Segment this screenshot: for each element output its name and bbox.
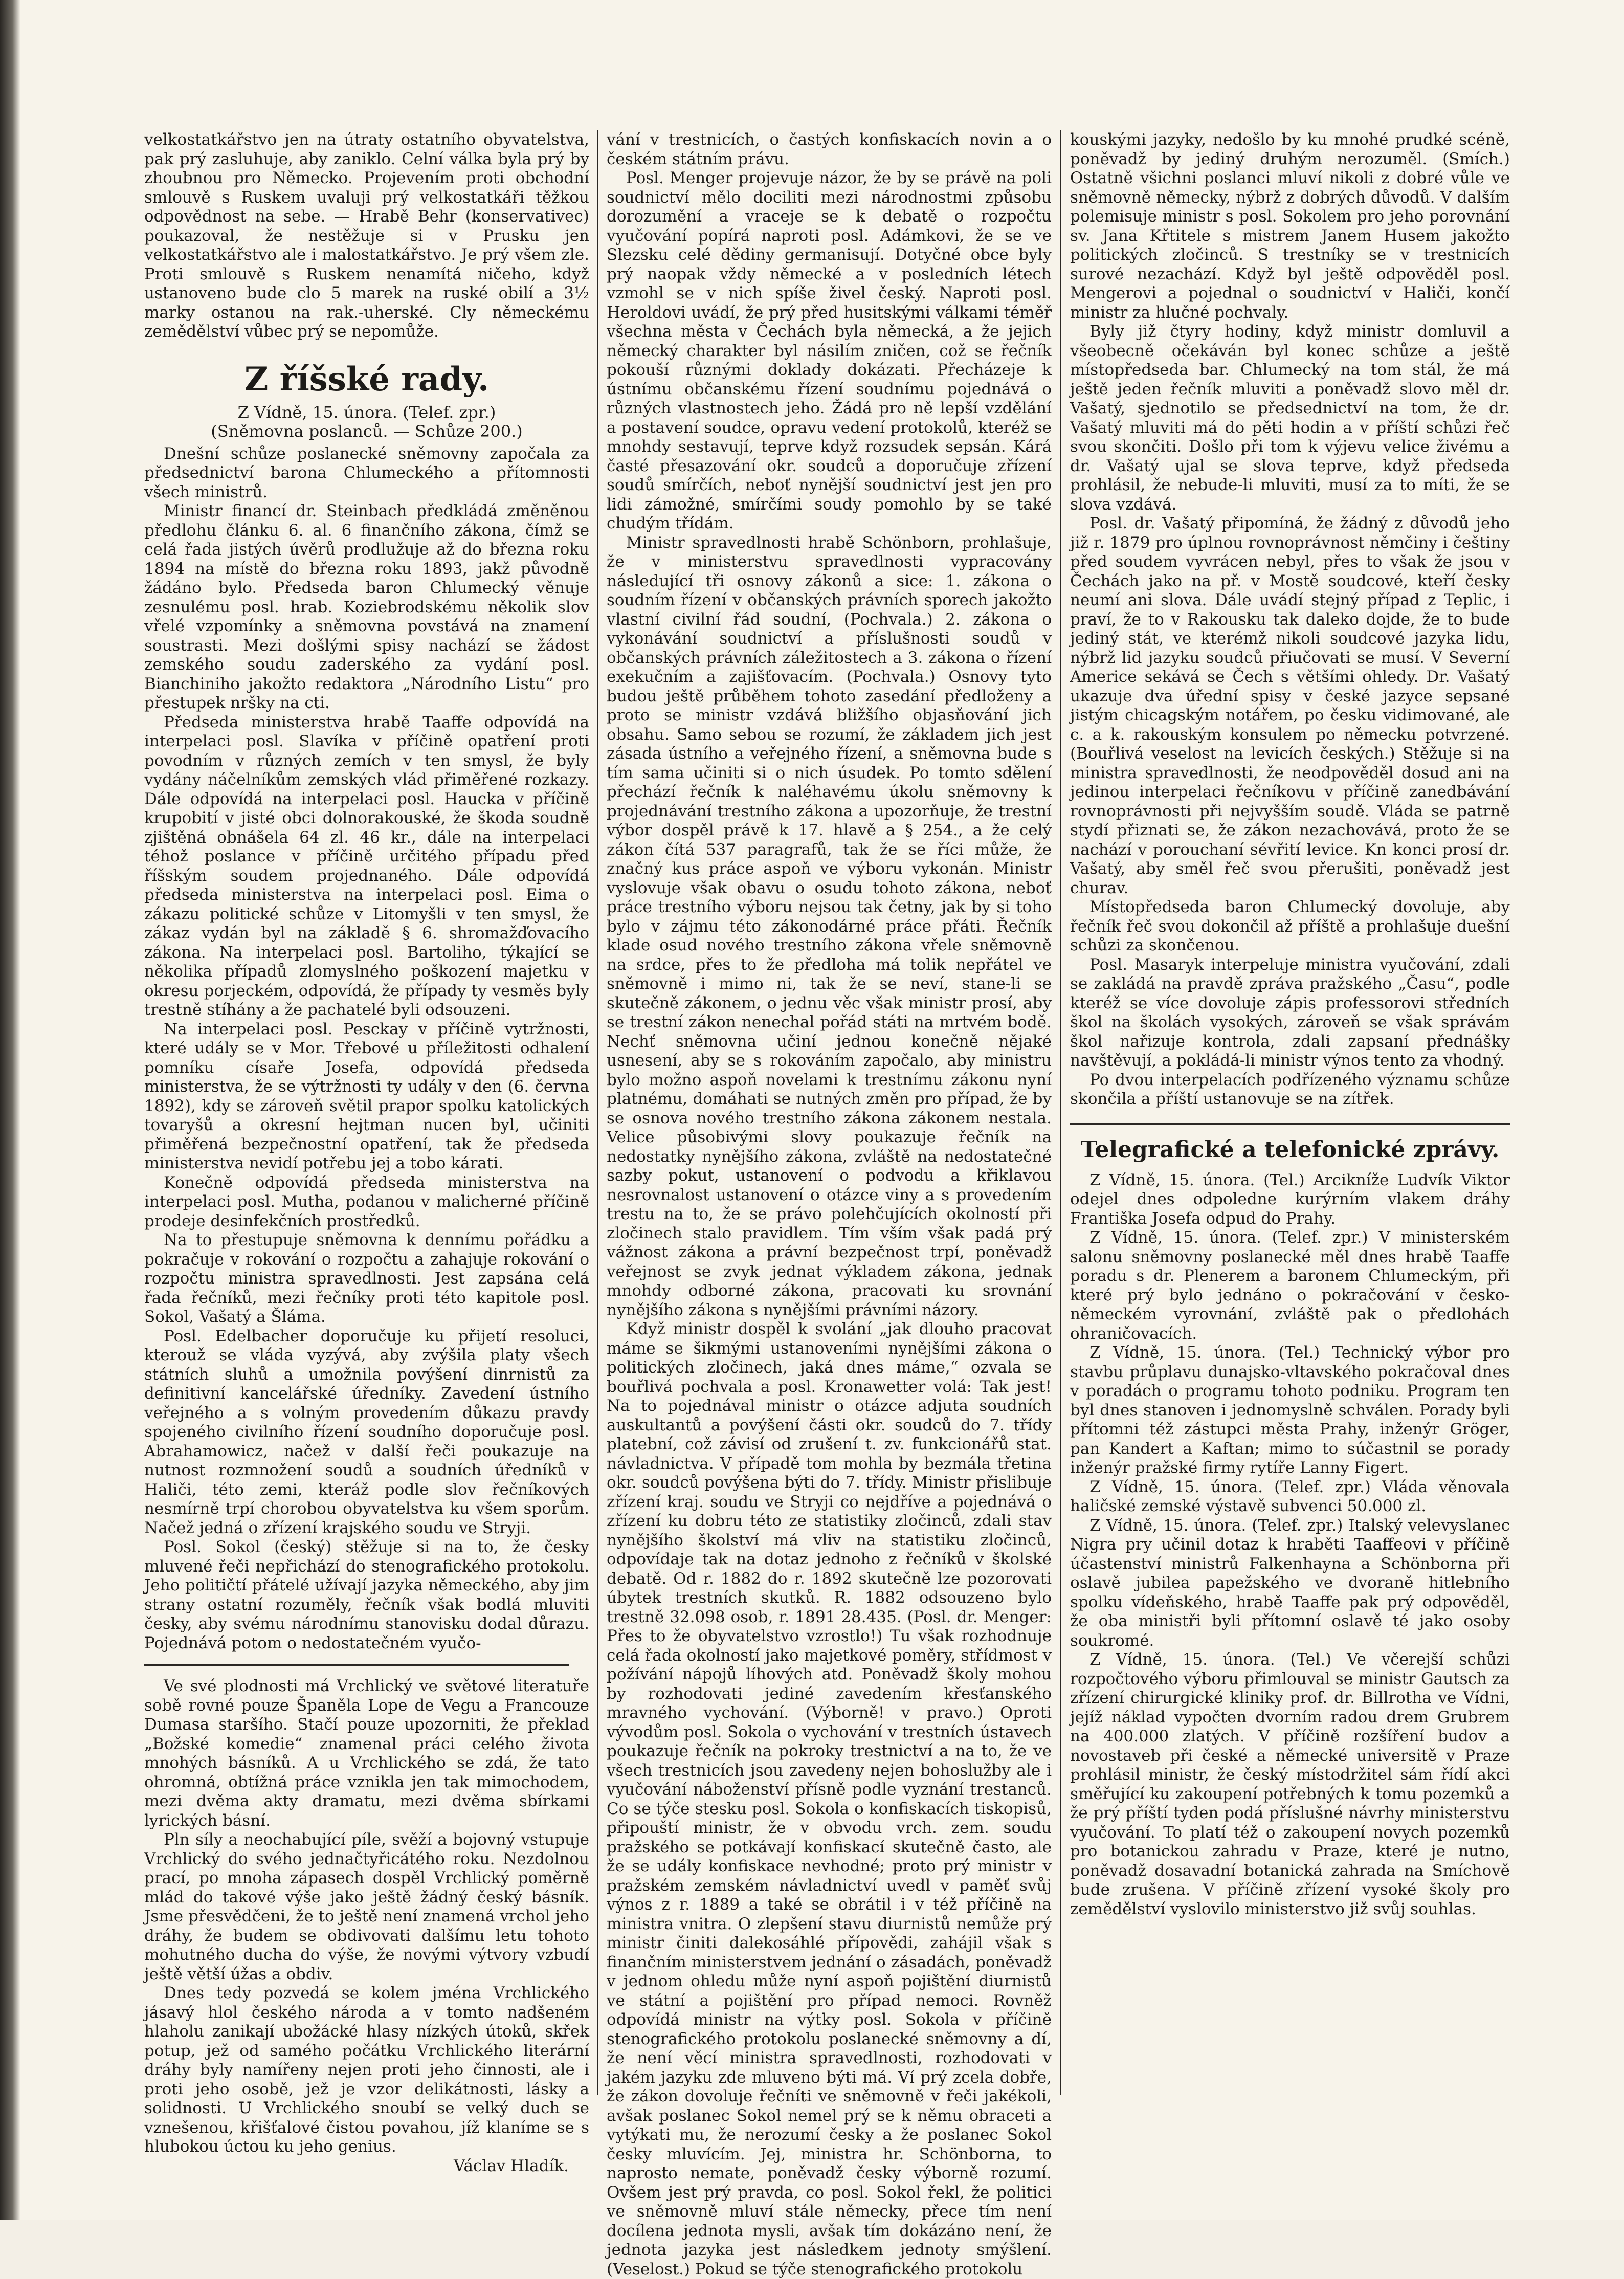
paragraph: Posl. Masaryk interpeluje ministra vyučování, zdali se zakládá na pravdě zpráva pražského „Času“, podle kteréž se více dovoluje zápis professorovi středních škol na školách vysokých, zároveň se však správám škol nařizuje kontrola, zdali zapsaní přednášky navštěvují, a pokládá-li ministr výnos tento za vhodný. [1070, 955, 1510, 1070]
paragraph: Místopředseda baron Chlumecký dovoluje, aby řečník řeč svou dokončil až příště a prohlašuje duešní schůzi za skončenou. [1070, 898, 1510, 955]
paragraph: Konečně odpovídá předseda ministerstva na interpelaci posl. Mutha, podanou v malicherné příčině prodeje desinfekčních prostředků. [144, 1173, 589, 1230]
telegram-item: Z Vídně, 15. února. (Tel.) Technický výbor pro stavbu průplavu dunajsko-vltavského pokračoval dnes v poradách o programu tohoto podniku. Program ten byl dnes stanoven i jednomyslně schválen. Porady byli přítomni též zástupci města Prahy, inženýr Gröger, pan Kandert a Kaftan; mimo to súčastnil se porady inženýr pražské firmy rytíře Lanny Figert. [1070, 1343, 1510, 1477]
telegram-item: Z Vídně, 15. února. (Telef. zpr.) V ministerském salonu sněmovny poslanecké měl dnes hrabě Taaffe poradu s dr. Plenerem a baronem Chlumeckým, při které prý bylo jednáno o pokračování v česko-německém vyrovnání, zvláště pak o předlohách ohraničovacích. [1070, 1228, 1510, 1343]
paragraph: vání v trestnicích, o častých konfiskacích novin a o českém státním právu. [607, 130, 1052, 168]
section-heading: Z říšské rady. [244, 360, 490, 399]
paragraph: Dnešní schůze poslanecké sněmovny započala za předsednictví barona Chlumeckého a přítomnosti všech ministrů. [144, 444, 589, 501]
section-divider [1070, 1123, 1510, 1125]
telegram-item: Z Vídně, 15. února. (Tel.) Ve včerejší schůzi rozpočtového výboru přimlouval se ministr Gautsch za zřízení chirurgické kliniky prof. dr. Billrotha ve Vídni, jejíž náklad vypočten dvorním radou drem Grubrem na 400.000 zlatých. V příčině rozšíření budov a novostaveb při české a německé universitě v Praze prohlásil ministr, že český místodržitel sám řídí akci směřující ku zakoupení potřebných k tomu pozemků a že prý příští tyden podá příslušné návrhy ministerstvu vyučování. To platí též o zakoupení novych pozemků pro botanickou zahradu v Praze, které je nutno, poněvadž dosavadní botanická zahrada na Smíchově bude zrušena. V příčině zřízení vysoké školy pro zemědělství vyslovilo ministerstvo již svůj souhlas. [1070, 1650, 1510, 1918]
paragraph: Posl. Menger projevuje názor, že by se právě na poli soudnictví mělo dociliti mezi národnostmi způsobu dorozumění a vraceje se k debatě o rozpočtu vyučování popírá naproti posl. Adámkovi, že se ve Slezsku celé dědiny germanisují. Dotyčné obce byly prý naopak vždy německé a v posledních létech vzmohl se v nich spíše živel český. Naproti posl. Heroldovi uvádí, že prý před husitskými válkami téměř všechna města v Čechách byla německá, a že jejich německý charakter byl násilím zničen, což se řečník pokouší různými doklady dokázati. Přecházeje k ústnímu občanskému řízení soudnímu pojednává o různých vlastnostech jeho. Žádá pro ně lepší vzdělání a postavení soudce, opravu vedení protokolů, kteréž se mnohdy sestavují, teprve když rozsudek sepsán. Kárá časté přesazování okr. soudců a doporučuje zřízení soudů smírčích, neboť nynější soudnictví jest jen pro lidi zámožné, smírčími soudy pomohlo by se také chudým třídám. [607, 169, 1052, 533]
column-1 [144, 130, 589, 2177]
scan-edge [0, 0, 20, 2220]
paragraph: Posl. Edelbacher doporučuje ku přijetí resoluci, kterouž se vláda vyzývá, aby zvýšila platy všech státních sluhů a umožnila povýšení dinrnistů za definitivní kancelářské úředníky. Zavedení ústního veřejného a s volným provedením důkazu pravdy spojeného civilního řízení soudního doporučuje posl. Abrahamowicz, načež v další řeči poukazuje na nutnost rozmnožení soudů a soudních úředníků v Haliči, této zemi, kteráž podle slov řečníkových nesmírně trpí chorobou obyvatelstva ku všem sporům. Načež jedná o zřízení krajského soudu ve Stryji. [144, 1326, 589, 1537]
telegram-heading: Telegrafické a telefonické zprávy. [1080, 1136, 1500, 1163]
paragraph: Na interpelaci posl. Pesckay v příčině vytržnosti, které udály se v Mor. Třebové u příležitosti odhalení pomníku císaře Josefa, odpovídá předseda ministerstva, že se výtržnosti ty udály v den (6. června 1892), kdy se zároveň světil prapor spolku katolických tovaryšů a okresní hejtman nucen byl, učiniti přiměřená bezpečnostní opatření, tak že předseda ministerstva nevidí potřebu jej a tobo kárati. [144, 1020, 589, 1172]
column-3 [1070, 130, 1510, 2177]
telegram-item: Z Vídně, 15. února. (Tel.) Arcikníže Ludvík Viktor odejel dnes odpoledne kurýrním vlakem dráhy Františka Josefa odpud do Prahy. [1070, 1170, 1510, 1228]
feuilleton-divider [144, 1664, 569, 1666]
feuilleton-paragraph: Pln síly a neochabující píle, svěží a bojovný vstupuje Vrchlický do svého jednačtyřicátého roku. Nezdolnou prací, po mnoha zápasech dospěl Vrchlický poměrně mlád do takové výše jako ještě žádný český básník. Jsme přesvědčeni, že to ještě není znamená vrchol jeho dráhy, že budem se obdivovati dalšímu letu tohoto mohutného ducha do výše, že novými výtvory vzbudí ještě větší úžas a obdiv. [144, 1830, 589, 1983]
signature: Václav Hladík. [454, 2156, 569, 2175]
column-rule [1060, 130, 1061, 2095]
paragraph: Předseda ministerstva hrabě Taaffe odpovídá na interpelaci posl. Slavíka v příčině opatření proti povodním v různých zemích v ten smysl, že byly vydány náčelníkům zemských vlád přiměřené rozkazy. Dále odpovídá na interpelaci posl. Haucka v příčině krupobití v jisté obci dolnorakouské, že škoda soudně zjištěná obnášela 64 zl. 46 kr., dále na interpelaci téhož poslance v příčině určitého případu před říšským soudem projednaného. Dále odpovídá předseda ministerstva na interpelaci posl. Eima o zákazu politické schůze v Litomyšli v ten smysl, že zákaz vydán byl na základě § 6. shromažďovacího zákona. Na interpelaci posl. Bartoliho, týkající se několika případů zlomyslného poškození majetku v okresu porjeckém, odpovídá, že případy ty vesměs byly trestně stíhány a že pachatelé byli odsouzeni. [144, 713, 589, 1019]
paragraph: Byly již čtyry hodiny, když ministr domluvil a všeobecně očekáván byl konec schůze a ještě místopředseda bar. Chlumecký na tom stál, že má ještě jeden řečník mluviti a poněvadž slovo měl dr. Vašatý, sjednotilo se předsednictví na tom, že dr. Vašatý mluviti má do pěti hodin a v příští schůzi řeč svou skončiti. Došlo při tom k výjevu velice živému a dr. Vašatý ujal se slova teprve, když předseda prohlásil, že nebude-li mluviti, musí za to míti, že se slova vzdává. [1070, 322, 1510, 514]
paragraph: Posl. Sokol (český) stěžuje si na to, že česky mluvené řeči nepřichází do stenografického protokolu. Jeho političtí přátelé užívají jazyka německého, aby jim strany ostatní rozuměly, řečník však bodlá mluviti česky, aby svému národnímu stanovisku dodal důrazu. Pojednává potom o nedostatečném vyučo- [144, 1538, 589, 1652]
paragraph: Ministr spravedlnosti hrabě Schönborn, prohlašuje, že v ministerstvu spravedlnosti vypracovány následující tři osnovy zákonů a sice: 1. zákona o soudním řízení v občanských právních sporech jakožto vlastní civilní řád soudní, (Pochvala.) 2. zákona o vykonávání soudnictví a příslušnosti soudů v občanských právních záležitostech a 3. zákona o řízení exekučním a zajišťovacím. (Pochvala.) Osnovy tyto budou ještě průběhem tohoto zasedání předloženy a proto se ministr vzdává bližšího objasňování jich obsahu. Samo sebou se rozumí, že základem jich jest zásada ústního a veřejného řízení, a sněmovna bude s tím sama učiniti si o nich úsudek. Po tomto sdělení přechází řečník k naléhavému úkolu sněmovny k projednávání trestního zákona a upozorňuje, že trestní výbor dospěl právě k 17. hlavě a § 254., a že celý zákon čítá 537 paragrafů, tak že se říci může, že značný kus práce aspoň ve výboru vykonán. Ministr vyslovuje však obavu o osudu tohoto zákona, neboť práce trestního výboru nejsou tak četny, jak by si toho bylo v zájmu této zákonodárné práce přáti. Řečník klade osud nového trestního zákona vřele sněmovně na srdce, přes to že předloha má tolik nepřátel ve sněmovně i mimo ni, tak že se neví, stane-li se skutečně zákonem, o jednu věc však ministr prosí, aby se trestní zákon nenechal pořád státi na mrtvém bodě. Nechť sněmovna učiní jednou konečně nějaké usnesení, aby se s rokováním započalo, aby ministru bylo možno aspoň novelami k trestnímu zákonu nyní platnému, domáhati se nutných změn pro případ, že by se osnova nového trestního zákona zákonem nestala. Velice působivými slovy poukazuje řečník na nedostatky nynějšího zákona, zvláště na nedostatečné sazby pokut, ustanovení o podvodu a křiklavou nesrovnalost ustanovení o otázce viny a s provedením trestu na to, že se právo polehčujících okolností při zločinech stalo pravidlem. Tím vším však padá prý vážnost zákona a právní bezpečnost trpí, poněvadž veřejnost se zvyk jednat výkladem zákona, jednak mnohdy odborné zákona, pracovati ku srovnání nynějšího zákona s nynějšími právními názory. [607, 533, 1052, 1319]
paragraph: Když ministr dospěl k svolání „jak dlouho pracovat máme se šikmými ustanoveními nynějšími zákona o politických zločinech, jaká dnes máme,“ ozvala se bouřlivá pochvala a posl. Kronawetter volá: Tak jest! Na to pojednával ministr o otázce adjuta soudních auskultantů a povýšení části okr. soudců do 7. třídy platební, což závisí od zrušení t. zv. funkcionářů stat. návladnictva. V případě tom mohla by bezmála třetina okr. soudců povýšena býti do 7. třídy. Ministr přislibuje zřízení kraj. soudu ve Stryji co nejdříve a pojednává o zřízení ku dobru této ze statistiky zločinců, zdali stav nynějšího školství má vliv na statistiku zločinců, odpovídaje tak na dotaz jednoho z řečníků v školské debatě. Od r. 1882 do r. 1892 skutečně lze pozorovati úbytek trestních skutků. R. 1882 odsouzeno bylo trestně 32.098 osob, r. 1891 28.435. (Posl. dr. Menger: Přes to že obyvatelstvo vzrostlo!) Tu však rozhodnuje celá řada okolností jako majetkové poměry, střídmost v požívání nápojů líhových atd. Poněvadž školy mohou by rozhodovati jediné zavedením křesťanského mravného vychování. (Výborně! v pravo.) Oproti vývodům posl. Sokola o vychování v trestních ústavech poukazuje řečník na pokroky trestnictví a na to, že ve všech trestnicích jsou zavedeny nejen bohoslužby ale i vyučování náboženství přísně podle vyznání trestanců. Co se týče stesku posl. Sokola o konfiskacích tiskopisů, připouští ministr, že v obvodu vrch. zem. soudu pražského se potkávají konfiskací skutečně často, ale že se udály konfiskace nevhodné; proto prý ministr v pražském zemském návladnictví uvedl v paměť svůj výnos z r. 1889 a také se obrátil i v též příčině na ministra vnitra. O zlepšení stavu diurnistů nemůže prý ministr činiti dalekosáhlé přípovědi, zahájil však s finančním ministerstvem jednání o zásadách, poněvadž v jednom ohledu může nyní aspoň pojištění diurnistů ve státní a pojištění pro případ nemoci. Rovněž odpovídá ministr na výtky posl. Sokola v příčině stenografického protokolu poslanecké sněmovny a dí, že není věcí ministra spravedlnosti, rozhodovati v jakém jazyku zde mluveno býti má. Ví prý zcela dobře, že zákon dovoluje řečníti ve sněmovně v řeči jakékoli, avšak poslanec Sokol nemel prý se k němu obraceti a vytýkati mu, že nerozumí česky a že poslanec Sokol česky mluvícím. Jej, ministra hr. Schönborna, to naprosto nemate, poněvadž česky výborně rozumí. Ovšem jest prý pravda, co posl. Sokol řekl, že politici ve sněmovně mluví stále německy, přece tím není docílena jednota mysli, avšak tím dokázáno není, že jednota jazyka jest následkem jednoty smýšlení. (Veselost.) Pokud se týče stenografického protokolu [607, 1320, 1052, 2278]
paragraph: Na to přestupuje sněmovna k dennímu pořádku a pokračuje v rokování o rozpočtu a zahajuje rokování o rozpočtu ministra spravedlnosti. Jest zapsána celá řada řečníků, mezi řečníky proti této kapitole posl. Sokol, Vašatý a Šláma. [144, 1231, 589, 1326]
feuilleton-paragraph: Ve své plodnosti má Vrchlický ve světové literatuře sobě rovné pouze Španěla Lope de Vegu a Francouze Dumasa staršího. Stačí pouze upozorniti, že překlad „Božské komedie“ znamenal práci celého života mnohých básníků. A u Vrchlického se zdá, že tato ohromná, obtížná práce vznikla jen tak mimochodem, mezi dvěma akty dramatu, mezi dvěma sbírkami lyrických básní. [144, 1677, 589, 1830]
paragraph: Ministr financí dr. Steinbach předkládá změněnou předlohu článku 6. al. 6 finančního zákona, čímž se celá řada jistých úvěrů prodlužuje až do března roku 1894 na místě do března roku 1893, jakž původně žádáno bylo. Předseda baron Chlumecký věnuje zesnulému posl. hrab. Koziebrodskému několik slov vřelé vzpomínky a sněmovna povstává na znamení soustrasti. Mezi došlými spisy nachází se žádost zemského soudu zaderského za vydání posl. Bianchiniho jakožto redaktora „Národního Listu“ pro přestupek nršky na cti. [144, 502, 589, 712]
dateline: Z Vídně, 15. února. (Telef. zpr.) [237, 402, 496, 422]
session-line: (Sněmovna poslanců. — Schůze 200.) [211, 422, 523, 441]
telegram-item: Z Vídně, 15. února. (Telef. zpr.) Italský velevyslanec Nigra pry učinil dotaz k hraběti Taaffeovi v příčině účastenství ministrů Falkenhayna a Schönborna při oslavě jubilea papežského ve dvoraně hitlebního spolku vídeňského, hrabě Taaffe pak prý odpověděl, že oba ministři byli přítomní oslavě té jako osoby soukromé. [1070, 1516, 1510, 1650]
paragraph: kouskými jazyky, nedošlo by ku mnohé prudké scéně, poněvadž by jediný druhým nerozuměl. (Smích.) Ostatně všichni poslanci mluví nikoli z dobré vůle ve sněmovně německy, nýbrž z dobrých důvodů. V dalším polemisuje ministr s posl. Sokolem pro jeho porovnání sv. Jana Křtitele s mistrem Janem Husem jakožto politických zločinců. S trestníky se v trestnicích surové nezachází. Když byl ještě odpověděl posl. Mengerovi a pojednal o soudnictví v Haliči, končí ministr za hlučné pochvaly. [1070, 130, 1510, 322]
paragraph: Posl. dr. Vašatý připomíná, že žádný z důvodů jeho již r. 1879 pro úplnou rovnoprávnost němčiny i češtiny před soudem vyvrácen nebyl, přes to však že jsou v Čechách jako na př. v Mostě soudcové, kteří česky neumí ani slova. Dále uvádí stejný případ z Teplic, i praví, že to v Rakousku tak daleko dojde, že to bude jediný stát, ve kterémž nikoli soudcové jazyka lidu, nýbrž lid jazyku soudců přiučovati se musí. V Severní Americe sekává se Čech s většími ohledy. Dr. Vašatý ukazuje dva úřední spisy v české jazyce sepsané jistým chicagským notářem, po česku vidimované, ale c. a k. rakouským konsulem po německu potvrzené. (Bouřlivá veselost na levicích českých.) Stěžuje si na ministra spravedlnosti, že neodpověděl dosud ani na jedinou interpelaci řečníkovu v příčině zanedbávání rovnoprávnosti při nejvyšším soudě. Vláda se patrně stydí přiznati se, že zákon nezachovává, proto že se nachází v porouchaní sévřití levice. Kn konci prosí dr. Vašatý, aby směl řeč svou přerušiti, poněvadž jest churav. [1070, 514, 1510, 897]
telegram-item: Z Vídně, 15. února. (Telef. zpr.) Vláda věnovala haličské zemské výstavě subvenci 50.000 zl. [1070, 1477, 1510, 1515]
column-rule [597, 130, 598, 2095]
feuilleton-paragraph: Dnes tedy pozvedá se kolem jména Vrchlického jásavý hlol českého národa a v tomto nadšeném hlaholu zanikají ubožácké hlasy nízkých útoků, skřek potup, jež od samého počátku Vrchlického literární dráhy byly namířeny nejen proti jeho činnosti, ale i proti jeho osobě, jež je vzor delikátnosti, lásky a solidnosti. U Vrchlického snoubí se velký duch se vznešenou, křišťalové čistou povahou, jíž klaníme se s hlubokou úctou ku jeho genius. [144, 1984, 589, 2156]
article-continuation: velkostatkářstvo jen na útraty ostatního obyvatelstva, pak prý zasluhuje, aby zaniklo. Celní válka byla prý by zhoubnou pro Německo. Projevením proti obchodní smlouvě s Ruskem uvaluji prý velkostatkáři těžkou odpovědnost na sebe. — Hrabě Behr (konservativec) poukazoval, že nestěžuje si v Prusku jen velkostatkářstvo ale i malostatkářstvo. Je prý všem zle. Proti smlouvě s Ruskem nenamítá ničeho, když ustanoveno bude clo 5 marek na ruské obilí a 3½ marky ostanou na rak.-uherské. Cly německému zemědělství vůbec prý se nepomůže. [144, 130, 589, 341]
column-2 [607, 130, 1052, 2278]
paragraph: Po dvou interpelacích podřízeného významu schůze skončila a příští ustanovuje se na zítřek. [1070, 1070, 1510, 1108]
